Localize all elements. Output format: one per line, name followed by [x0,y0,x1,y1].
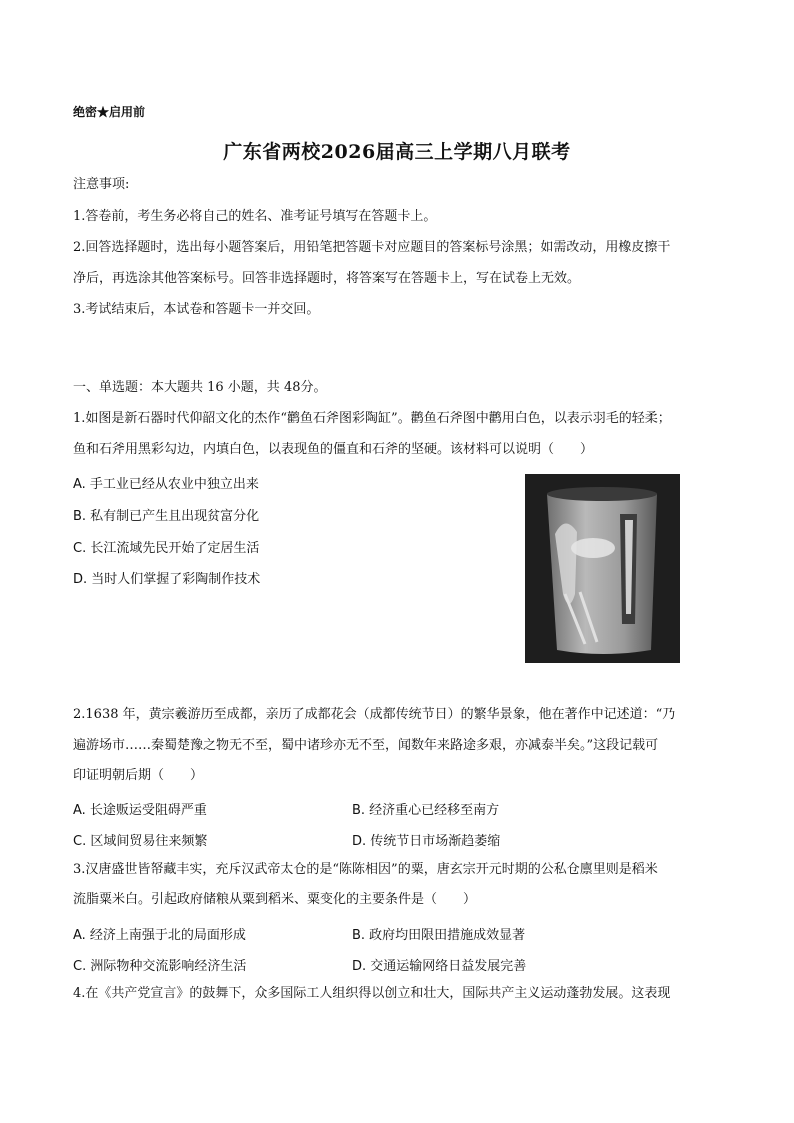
question-3-option-b: B. 政府均田限田措施成效显著 [352,928,526,943]
question-3-stem: 3.汉唐盛世皆帑藏丰实，充斥汉武帝太仓的是“陈陈相因”的粟，唐玄宗开元时期的公私仓廪里则是稻米 [73,862,658,877]
question-3-option-d: D. 交通运输网络日益发展完善 [352,959,527,974]
question-2-stem: 2.1638 年，黄宗羲游历至成都，亲历了成都花会（成都传统节日）的繁华景象，他在著作中记述道：“乃 [73,707,676,722]
question-1-option-c: C. 长江流域先民开始了定居生活 [73,541,260,556]
section-heading: 一、单选题：本大题共 16 小题，共 48分。 [73,380,327,395]
question-2-stem: 遍游场市……秦蜀楚豫之物无不至，蜀中诸珍亦无不至，闻数年来路途多艰，亦减泰半矣。”这段记载可 [73,738,659,753]
question-1-stem: 1.如图是新石器时代仰韶文化的杰作“鹳鱼石斧图彩陶缸”。鹳鱼石斧图中鹳用白色，以表示羽毛的轻柔； [73,411,671,426]
question-3-option-c: C. 洲际物种交流影响经济生活 [73,959,247,974]
page-title: 广东省两校2026届高三上学期八月联考 [223,141,571,163]
notice-item: 净后，再选涂其他答案标号。回答非选择题时，将答案写在答题卡上，写在试卷上无效。 [73,271,581,286]
notice-heading: 注意事项: [73,177,130,192]
question-2-option-b: B. 经济重心已经移至南方 [352,803,500,818]
question-1-stem: 鱼和石斧用黑彩勾边，内填白色，以表现鱼的僵直和石斧的坚硬。该材料可以说明（ ） [73,442,594,457]
question-2-option-a: A. 长途贩运受阻碍严重 [73,803,207,818]
notice-item: 3.考试结束后，本试卷和答题卡一并交回。 [73,302,320,317]
notice-item: 1.答卷前，考生务必将自己的姓名、准考证号填写在答题卡上。 [73,209,437,224]
question-1-option-a: A. 手工业已经从农业中独立出来 [73,477,259,492]
question-2-option-d: D. 传统节日市场渐趋萎缩 [352,834,501,849]
notice-item: 2.回答选择题时，选出每小题答案后，用铅笔把答题卡对应题目的答案标号涂黑；如需改动，用橡皮擦干 [73,240,671,255]
question-2-option-c: C. 区域间贸易往来频繁 [73,834,208,849]
question-2-stem: 印证明朝后期（ ） [73,768,204,783]
secrecy-label: 绝密★启用前 [73,105,146,119]
question-3-option-a: A. 经济上南强于北的局面形成 [73,928,246,943]
question-1-option-d: D. 当时人们掌握了彩陶制作技术 [73,572,261,587]
question-4-stem: 4.在《共产党宣言》的鼓舞下，众多国际工人组织得以创立和壮大，国际共产主义运动蓬勃发展。这表现 [73,986,671,1001]
pottery-vat-photo [525,474,680,663]
stork-fish-axe-vat-illustration [525,474,680,663]
question-1-option-b: B. 私有制已产生且出现贫富分化 [73,509,260,524]
question-3-stem: 流脂粟米白。引起政府储粮从粟到稻米、粟变化的主要条件是（ ） [73,892,477,907]
